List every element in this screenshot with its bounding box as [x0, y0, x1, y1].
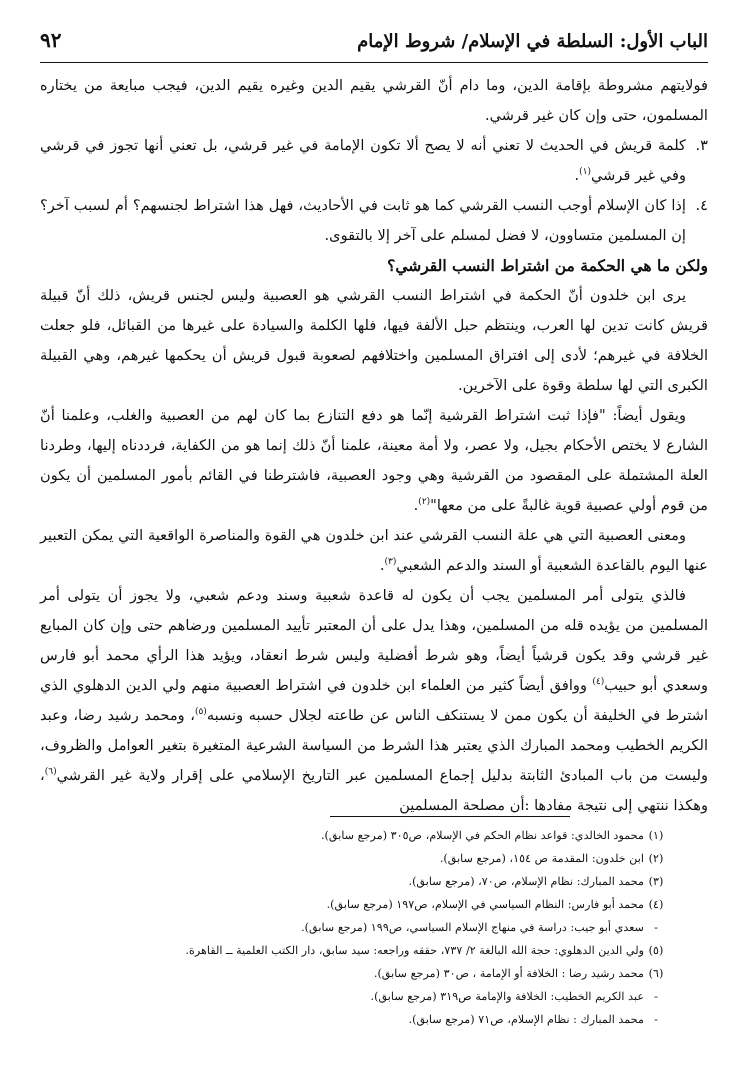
footnote-mark: -: [654, 921, 658, 934]
footnote-mark: (٥): [648, 944, 664, 957]
footnote-mark: (٤): [648, 898, 664, 911]
footnote-text: ابن خلدون: المقدمة ص ١٥٤، (مرجع سابق).: [439, 852, 644, 865]
footnote-mark: (٣): [648, 875, 664, 888]
paragraph: ويقول أيضاً: "فإذا ثبت اشتراط القرشية إنّما هو دفع التنازع بما كان لهم من العصبية والغلب، وعلمنا أنّ الشارع لا يختص الأحكام بجيل، ولا عصر، ولا أمة معينة، علمنا أنّ ذلك إنما هو من الكفاية، فرددناه إليها، وطردنا العلة المشتملة على المقصود من القرشية وهي وجود العصبية، فاشترطنا في القائم بأمور المسلمين أن يكون من قوم أولي عصبية قوية غالبةً على من معها"$^{(٢)}$.: [40, 407, 708, 514]
footnote: [40, 985, 708, 1008]
footnote-text: محمد المبارك: نظام الإسلام، ص٧٠، (مرجع سابق).: [408, 875, 644, 888]
section-heading: ولكن ما هي الحكمة من اشتراط النسب القرشي؟: [387, 256, 708, 275]
footnote-text: محمد المبارك : نظام الإسلام، ص٧١ (مرجع سابق).: [408, 1013, 644, 1026]
footnote: [40, 962, 708, 985]
quote-text: ويقول أيضاً: "فإذا ثبت اشتراط القرشية إنّما هو دفع التنازع بما كان لهم من العصبية والغلب، وعلمنا أنّ الشارع لا يختص الأحكام بجيل، ولا عصر، ولا أمة معينة، علمنا أنّ ذلك إنما هو من الكفاية، فرددناه إليها، وطردنا العلة المشتملة على المقصود من القرشية وهي وجود العصبية، فاشترطنا في القائم بأمور المسلمين أن يكون من قوم أولي عصبية قوية غالبةً على من معها": [40, 407, 708, 514]
footnote-text: سعدي أبو جيب: دراسة في منهاج الإسلام السياسي، ص١٩٩ (مرجع سابق).: [301, 921, 644, 934]
paragraph: [40, 581, 708, 821]
footnote-text: محمد أبو فارس: النظام السياسي في الإسلام، ص١٩٧ (مرجع سابق).: [326, 898, 644, 911]
footnote-ref[interactable]: (٦): [44, 767, 57, 778]
footnote: [40, 1008, 708, 1031]
footnote-ref[interactable]: (٥): [194, 707, 207, 718]
footnote-text: محمود الخالدي: قواعد نظام الحكم في الإسلام، ص٣٠٥ (مرجع سابق).: [320, 829, 644, 842]
footnote: [40, 824, 708, 847]
footnote-mark: (٢): [648, 852, 664, 865]
footnote-text: عبد الكريم الخطيب: الخلافة والإمامة ص٣١٩ (مرجع سابق).: [370, 990, 644, 1003]
paragraph-text: ، وهكذا ننتهي إلى نتيجة مفادها :أن مصلحة المسلمين: [40, 767, 708, 814]
page-number: ٩٢: [40, 28, 62, 52]
main-text: [40, 71, 708, 821]
footnote-ref[interactable]: (٤): [592, 677, 605, 688]
paragraph: ومعنى العصبية التي هي علة النسب القرشي عند ابن خلدون هي القوة والمناصرة الواقعية التي يمكن التعبير عنها اليوم بالقاعدة الشعبية أو السند والدعم الشعبي$^{(٣)}$.: [40, 527, 708, 574]
point-text: كلمة قريش في الحديث لا تعني أنه لا يصح ألا تكون الإمامة في غير قرشي، بل تعني أنها تجوز في قرشي وفي غير قرشي: [40, 137, 686, 184]
book-page: [40, 28, 708, 821]
paragraph: يرى ابن خلدون أنّ الحكمة في اشتراط النسب القرشي هو العصبية وليس لجنس قريش، ذلك أنّ قبيلة قريش كانت تدين لها العرب، وينتظم حبل الألفة فيها، فلها الكلمة والسيادة على غيرها من القبائل، فلو جعلت الخلافة في غيرهم؛ لأدى إلى افتراق المسلمين واختلافهم لصعوبة قبول قريش أن يحكمها غيرهم، وهي القبيلة الكبرى التي لها سلطة وقوة على الآخرين.: [40, 287, 708, 394]
footnote: [40, 939, 708, 962]
paragraph-text: ، ومحمد رشيد رضا، وعبد الكريم الخطيب ومحمد المبارك الذي يعتبر هذا الشرط من السياسة الشرعية المتغيرة بتغير العوامل والظروف، وليست من باب المبادئ الثابتة بدليل إجماع المسلمين عبر التاريخ الإسلامي على إقرار ولاية غير القرشي: [40, 707, 708, 784]
footnote-ref[interactable]: (١): [579, 167, 592, 178]
point-number: ٤.: [695, 197, 708, 214]
point-number: ٣.: [695, 137, 708, 154]
footnote-mark: (٦): [648, 967, 664, 980]
footnote-text: محمد رشيد رضا : الخلافة أو الإمامة ، ص٣٠ (مرجع سابق).: [373, 967, 644, 980]
footnote: [40, 870, 708, 893]
point-3: ٣. كلمة قريش في الحديث لا تعني أنه لا يصح ألا تكون الإمامة في غير قرشي، بل تعني أنها تجوز في قرشي وفي غير قرشي$^{(١)}$.: [40, 131, 708, 191]
running-header: [40, 28, 708, 63]
footnote-ref[interactable]: (٢): [418, 497, 431, 508]
intro-paragraph: فولايتهم مشروطة بإقامة الدين، وما دام أنّ القرشي يقيم الدين وغيره يقيم الدين، فيجب مبايعة من يختاره المسلمون، حتى وإن كان غير قرشي.: [40, 77, 708, 124]
footnote: [40, 893, 708, 916]
footnote-text: ولي الدين الدهلوي: حجة الله البالغة ٢/ ٧٣٧، حققه وراجعه: سيد سابق، دار الكتب العلمية ــ القاهرة.: [185, 944, 644, 957]
footnote-mark: (١): [648, 829, 664, 842]
point-4: [40, 191, 708, 251]
paragraph-text: ووافق أيضاً كثير من العلماء ابن خلدون في اشتراط العصبية منهم ولي الدين الدهلوي الذي اشترط في الخليفة أن يكون ممن لا يستنكف الناس عن طاعته لجلال حسبه ونسبه: [40, 677, 709, 724]
footnote: [40, 916, 708, 939]
footnote-mark: -: [654, 1013, 658, 1026]
footnote-mark: -: [654, 990, 658, 1003]
paragraph-text: ومعنى العصبية التي هي علة النسب القرشي عند ابن خلدون هي القوة والمناصرة الواقعية التي يمكن التعبير عنها اليوم بالقاعدة الشعبية أو السند والدعم الشعبي: [40, 527, 708, 574]
footnote-ref[interactable]: (٣): [384, 557, 397, 568]
footnotes: [40, 824, 708, 1031]
chapter-title: الباب الأول: السلطة في الإسلام/ شروط الإمام: [357, 31, 708, 52]
footnote-divider: [330, 816, 570, 817]
footnote: [40, 847, 708, 870]
paragraph-text: فالذي يتولى أمر المسلمين يجب أن يكون له قاعدة شعبية وسند ودعم شعبي، ولا يجوز أن يتولى أمر المسلمين من يؤيده قله من المسلمين، وهذا يدل على أن المعتبر تأييد المسلمين ورضاهم حتى وإن كان المبايع غير قرشي وقد يكون قرشياً أيضاً، وهو شرط أفضلية وليس شرط انعقاد، ويؤيد هذا الرأي محمد أبو فارس وسعدي أبو حبيب: [40, 587, 708, 694]
point-text: إذا كان الإسلام أوجب النسب القرشي كما هو ثابت في الأحاديث، فهل هذا اشتراط لجنسهم؟ أم لسبب آخر؟ إن المسلمين متساوون، لا فضل لمسلم على آخر إلا بالتقوى.: [40, 197, 686, 244]
